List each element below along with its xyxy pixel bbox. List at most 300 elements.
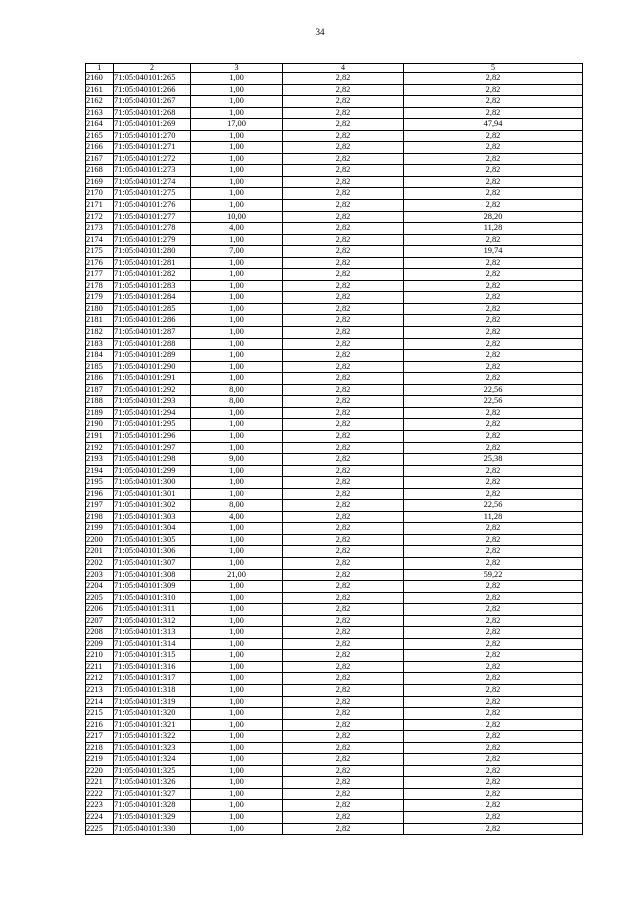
row-number-cell: 2224 — [86, 812, 114, 824]
cadastral-number-cell: 71:05:040101:294 — [114, 407, 191, 419]
quantity-cell: 1,00 — [191, 257, 283, 269]
quantity-cell: 1,00 — [191, 742, 283, 754]
row-number-cell: 2180 — [86, 303, 114, 315]
table-row — [86, 246, 583, 258]
table-row — [86, 384, 583, 396]
row-number-cell: 2223 — [86, 800, 114, 812]
cadastral-table — [85, 63, 583, 835]
column-header-5: 5 — [404, 64, 583, 73]
table-row — [86, 615, 583, 627]
total-cell: 2,82 — [404, 107, 583, 119]
rate-cell: 2,82 — [283, 684, 404, 696]
cadastral-number-cell: 71:05:040101:285 — [114, 303, 191, 315]
rate-cell: 2,82 — [283, 280, 404, 292]
rate-cell: 2,82 — [283, 765, 404, 777]
cadastral-number-cell: 71:05:040101:317 — [114, 673, 191, 685]
quantity-cell: 1,00 — [191, 73, 283, 85]
table-row — [86, 130, 583, 142]
total-cell: 2,82 — [404, 627, 583, 639]
cadastral-number-cell: 71:05:040101:269 — [114, 119, 191, 131]
cadastral-number-cell: 71:05:040101:286 — [114, 315, 191, 327]
row-number-cell: 2217 — [86, 731, 114, 743]
total-cell: 2,82 — [404, 673, 583, 685]
total-cell: 22,56 — [404, 396, 583, 408]
row-number-cell: 2225 — [86, 823, 114, 835]
table-row — [86, 269, 583, 281]
quantity-cell: 4,00 — [191, 223, 283, 235]
rate-cell: 2,82 — [283, 257, 404, 269]
cadastral-number-cell: 71:05:040101:314 — [114, 638, 191, 650]
total-cell: 2,82 — [404, 604, 583, 616]
quantity-cell: 1,00 — [191, 534, 283, 546]
quantity-cell: 1,00 — [191, 673, 283, 685]
total-cell: 2,82 — [404, 176, 583, 188]
table-row — [86, 396, 583, 408]
total-cell: 47,94 — [404, 119, 583, 131]
table-row — [86, 373, 583, 385]
cadastral-number-cell: 71:05:040101:265 — [114, 73, 191, 85]
rate-cell: 2,82 — [283, 742, 404, 754]
row-number-cell: 2190 — [86, 419, 114, 431]
row-number-cell: 2163 — [86, 107, 114, 119]
rate-cell: 2,82 — [283, 130, 404, 142]
total-cell: 2,82 — [404, 200, 583, 212]
column-header-1: 1 — [86, 64, 114, 73]
total-cell: 2,82 — [404, 534, 583, 546]
rate-cell: 2,82 — [283, 338, 404, 350]
total-cell: 2,82 — [404, 303, 583, 315]
row-number-cell: 2221 — [86, 777, 114, 789]
quantity-cell: 1,00 — [191, 373, 283, 385]
row-number-cell: 2216 — [86, 719, 114, 731]
total-cell: 2,82 — [404, 142, 583, 154]
row-number-cell: 2184 — [86, 350, 114, 362]
row-number-cell: 2220 — [86, 765, 114, 777]
table-row — [86, 73, 583, 85]
rate-cell: 2,82 — [283, 361, 404, 373]
table-row — [86, 223, 583, 235]
cadastral-number-cell: 71:05:040101:306 — [114, 546, 191, 558]
total-cell: 2,82 — [404, 257, 583, 269]
rate-cell: 2,82 — [283, 396, 404, 408]
table-row — [86, 742, 583, 754]
quantity-cell: 1,00 — [191, 350, 283, 362]
cadastral-number-cell: 71:05:040101:277 — [114, 211, 191, 223]
rate-cell: 2,82 — [283, 788, 404, 800]
total-cell: 2,82 — [404, 708, 583, 720]
rate-cell: 2,82 — [283, 731, 404, 743]
table-row — [86, 719, 583, 731]
quantity-cell: 1,00 — [191, 719, 283, 731]
cadastral-number-cell: 71:05:040101:315 — [114, 650, 191, 662]
row-number-cell: 2203 — [86, 569, 114, 581]
table-row — [86, 84, 583, 96]
quantity-cell: 1,00 — [191, 684, 283, 696]
cadastral-number-cell: 71:05:040101:329 — [114, 812, 191, 824]
quantity-cell: 1,00 — [191, 477, 283, 489]
total-cell: 2,82 — [404, 338, 583, 350]
quantity-cell: 1,00 — [191, 165, 283, 177]
total-cell: 11,28 — [404, 511, 583, 523]
rate-cell: 2,82 — [283, 430, 404, 442]
cadastral-number-cell: 71:05:040101:301 — [114, 488, 191, 500]
cadastral-number-cell: 71:05:040101:323 — [114, 742, 191, 754]
row-number-cell: 2218 — [86, 742, 114, 754]
row-number-cell: 2198 — [86, 511, 114, 523]
table-row — [86, 257, 583, 269]
rate-cell: 2,82 — [283, 442, 404, 454]
row-number-cell: 2197 — [86, 500, 114, 512]
table-row — [86, 315, 583, 327]
quantity-cell: 8,00 — [191, 500, 283, 512]
quantity-cell: 1,00 — [191, 200, 283, 212]
row-number-cell: 2174 — [86, 234, 114, 246]
row-number-cell: 2199 — [86, 523, 114, 535]
rate-cell: 2,82 — [283, 303, 404, 315]
column-header-4: 4 — [283, 64, 404, 73]
total-cell: 2,82 — [404, 315, 583, 327]
cadastral-number-cell: 71:05:040101:279 — [114, 234, 191, 246]
rate-cell: 2,82 — [283, 500, 404, 512]
rate-cell: 2,82 — [283, 708, 404, 720]
table-row — [86, 350, 583, 362]
row-number-cell: 2176 — [86, 257, 114, 269]
table-row — [86, 280, 583, 292]
table-row — [86, 754, 583, 766]
total-cell: 2,82 — [404, 477, 583, 489]
quantity-cell: 1,00 — [191, 234, 283, 246]
cadastral-number-cell: 71:05:040101:326 — [114, 777, 191, 789]
quantity-cell: 9,00 — [191, 454, 283, 466]
cadastral-number-cell: 71:05:040101:328 — [114, 800, 191, 812]
cadastral-number-cell: 71:05:040101:278 — [114, 223, 191, 235]
total-cell: 2,82 — [404, 419, 583, 431]
quantity-cell: 1,00 — [191, 280, 283, 292]
table-row — [86, 477, 583, 489]
total-cell: 22,56 — [404, 384, 583, 396]
row-number-cell: 2183 — [86, 338, 114, 350]
table-row — [86, 234, 583, 246]
rate-cell: 2,82 — [283, 546, 404, 558]
row-number-cell: 2181 — [86, 315, 114, 327]
quantity-cell: 1,00 — [191, 823, 283, 835]
row-number-cell: 2209 — [86, 638, 114, 650]
total-cell: 2,82 — [404, 800, 583, 812]
quantity-cell: 8,00 — [191, 396, 283, 408]
total-cell: 2,82 — [404, 742, 583, 754]
quantity-cell: 1,00 — [191, 407, 283, 419]
table-row — [86, 211, 583, 223]
rate-cell: 2,82 — [283, 581, 404, 593]
total-cell: 2,82 — [404, 719, 583, 731]
table-row — [86, 176, 583, 188]
table-row — [86, 661, 583, 673]
cadastral-number-cell: 71:05:040101:319 — [114, 696, 191, 708]
table-row — [86, 338, 583, 350]
quantity-cell: 8,00 — [191, 384, 283, 396]
rate-cell: 2,82 — [283, 812, 404, 824]
table-row — [86, 604, 583, 616]
table-row — [86, 673, 583, 685]
quantity-cell: 1,00 — [191, 315, 283, 327]
quantity-cell: 1,00 — [191, 638, 283, 650]
row-number-cell: 2214 — [86, 696, 114, 708]
cadastral-number-cell: 71:05:040101:310 — [114, 592, 191, 604]
rate-cell: 2,82 — [283, 557, 404, 569]
total-cell: 11,28 — [404, 223, 583, 235]
table-row — [86, 107, 583, 119]
table-row — [86, 465, 583, 477]
total-cell: 2,82 — [404, 361, 583, 373]
rate-cell: 2,82 — [283, 419, 404, 431]
total-cell: 2,82 — [404, 777, 583, 789]
cadastral-number-cell: 71:05:040101:280 — [114, 246, 191, 258]
total-cell: 2,82 — [404, 84, 583, 96]
cadastral-number-cell: 71:05:040101:282 — [114, 269, 191, 281]
quantity-cell: 1,00 — [191, 581, 283, 593]
row-number-cell: 2204 — [86, 581, 114, 593]
quantity-cell: 1,00 — [191, 303, 283, 315]
cadastral-number-cell: 71:05:040101:276 — [114, 200, 191, 212]
row-number-cell: 2161 — [86, 84, 114, 96]
quantity-cell: 17,00 — [191, 119, 283, 131]
cadastral-number-cell: 71:05:040101:267 — [114, 96, 191, 108]
row-number-cell: 2170 — [86, 188, 114, 200]
row-number-cell: 2187 — [86, 384, 114, 396]
quantity-cell: 1,00 — [191, 107, 283, 119]
table-row — [86, 800, 583, 812]
quantity-cell: 1,00 — [191, 84, 283, 96]
row-number-cell: 2222 — [86, 788, 114, 800]
cadastral-number-cell: 71:05:040101:298 — [114, 454, 191, 466]
total-cell: 2,82 — [404, 661, 583, 673]
row-number-cell: 2201 — [86, 546, 114, 558]
cadastral-number-cell: 71:05:040101:304 — [114, 523, 191, 535]
table-row — [86, 454, 583, 466]
rate-cell: 2,82 — [283, 407, 404, 419]
quantity-cell: 1,00 — [191, 800, 283, 812]
total-cell: 2,82 — [404, 823, 583, 835]
table-body — [86, 73, 583, 835]
cadastral-number-cell: 71:05:040101:312 — [114, 615, 191, 627]
table-row — [86, 188, 583, 200]
table-row — [86, 546, 583, 558]
column-header-2: 2 — [114, 64, 191, 73]
rate-cell: 2,82 — [283, 373, 404, 385]
quantity-cell: 1,00 — [191, 627, 283, 639]
cadastral-number-cell: 71:05:040101:295 — [114, 419, 191, 431]
row-number-cell: 2202 — [86, 557, 114, 569]
table-row — [86, 788, 583, 800]
table-row — [86, 812, 583, 824]
rate-cell: 2,82 — [283, 615, 404, 627]
total-cell: 2,82 — [404, 812, 583, 824]
quantity-cell: 1,00 — [191, 442, 283, 454]
rate-cell: 2,82 — [283, 384, 404, 396]
total-cell: 2,82 — [404, 280, 583, 292]
table-row — [86, 823, 583, 835]
cadastral-number-cell: 71:05:040101:307 — [114, 557, 191, 569]
cadastral-number-cell: 71:05:040101:321 — [114, 719, 191, 731]
total-cell: 2,82 — [404, 373, 583, 385]
rate-cell: 2,82 — [283, 627, 404, 639]
quantity-cell: 1,00 — [191, 96, 283, 108]
rate-cell: 2,82 — [283, 269, 404, 281]
rate-cell: 2,82 — [283, 200, 404, 212]
rate-cell: 2,82 — [283, 604, 404, 616]
rate-cell: 2,82 — [283, 211, 404, 223]
rate-cell: 2,82 — [283, 292, 404, 304]
rate-cell: 2,82 — [283, 119, 404, 131]
row-number-cell: 2164 — [86, 119, 114, 131]
row-number-cell: 2179 — [86, 292, 114, 304]
table-header — [86, 64, 583, 73]
table-row — [86, 708, 583, 720]
table-row — [86, 696, 583, 708]
total-cell: 2,82 — [404, 430, 583, 442]
cadastral-number-cell: 71:05:040101:287 — [114, 327, 191, 339]
cadastral-number-cell: 71:05:040101:288 — [114, 338, 191, 350]
quantity-cell: 1,00 — [191, 788, 283, 800]
row-number-cell: 2186 — [86, 373, 114, 385]
cadastral-number-cell: 71:05:040101:292 — [114, 384, 191, 396]
total-cell: 2,82 — [404, 557, 583, 569]
row-number-cell: 2193 — [86, 454, 114, 466]
row-number-cell: 2189 — [86, 407, 114, 419]
quantity-cell: 1,00 — [191, 592, 283, 604]
quantity-cell: 1,00 — [191, 292, 283, 304]
total-cell: 2,82 — [404, 684, 583, 696]
cadastral-number-cell: 71:05:040101:291 — [114, 373, 191, 385]
cadastral-number-cell: 71:05:040101:296 — [114, 430, 191, 442]
row-number-cell: 2167 — [86, 153, 114, 165]
row-number-cell: 2195 — [86, 477, 114, 489]
row-number-cell: 2192 — [86, 442, 114, 454]
cadastral-number-cell: 71:05:040101:273 — [114, 165, 191, 177]
cadastral-number-cell: 71:05:040101:316 — [114, 661, 191, 673]
cadastral-number-cell: 71:05:040101:283 — [114, 280, 191, 292]
quantity-cell: 1,00 — [191, 765, 283, 777]
cadastral-number-cell: 71:05:040101:302 — [114, 500, 191, 512]
row-number-cell: 2178 — [86, 280, 114, 292]
rate-cell: 2,82 — [283, 661, 404, 673]
row-number-cell: 2162 — [86, 96, 114, 108]
total-cell: 2,82 — [404, 269, 583, 281]
row-number-cell: 2205 — [86, 592, 114, 604]
rate-cell: 2,82 — [283, 315, 404, 327]
total-cell: 2,82 — [404, 188, 583, 200]
total-cell: 2,82 — [404, 465, 583, 477]
table-row — [86, 765, 583, 777]
cadastral-number-cell: 71:05:040101:309 — [114, 581, 191, 593]
table-row — [86, 638, 583, 650]
row-number-cell: 2196 — [86, 488, 114, 500]
table-row — [86, 142, 583, 154]
row-number-cell: 2165 — [86, 130, 114, 142]
row-number-cell: 2166 — [86, 142, 114, 154]
table-row — [86, 327, 583, 339]
total-cell: 2,82 — [404, 153, 583, 165]
table-row — [86, 488, 583, 500]
row-number-cell: 2173 — [86, 223, 114, 235]
column-header-3: 3 — [191, 64, 283, 73]
total-cell: 2,82 — [404, 754, 583, 766]
rate-cell: 2,82 — [283, 488, 404, 500]
row-number-cell: 2215 — [86, 708, 114, 720]
total-cell: 2,82 — [404, 488, 583, 500]
rate-cell: 2,82 — [283, 142, 404, 154]
row-number-cell: 2213 — [86, 684, 114, 696]
rate-cell: 2,82 — [283, 234, 404, 246]
table-row — [86, 684, 583, 696]
total-cell: 25,38 — [404, 454, 583, 466]
rate-cell: 2,82 — [283, 350, 404, 362]
quantity-cell: 1,00 — [191, 338, 283, 350]
row-number-cell: 2211 — [86, 661, 114, 673]
cadastral-number-cell: 71:05:040101:297 — [114, 442, 191, 454]
cadastral-number-cell: 71:05:040101:330 — [114, 823, 191, 835]
total-cell: 2,82 — [404, 650, 583, 662]
rate-cell: 2,82 — [283, 696, 404, 708]
cadastral-number-cell: 71:05:040101:308 — [114, 569, 191, 581]
quantity-cell: 1,00 — [191, 361, 283, 373]
table-row — [86, 777, 583, 789]
table-row — [86, 650, 583, 662]
total-cell: 2,82 — [404, 96, 583, 108]
rate-cell: 2,82 — [283, 800, 404, 812]
quantity-cell: 1,00 — [191, 708, 283, 720]
rate-cell: 2,82 — [283, 511, 404, 523]
total-cell: 2,82 — [404, 442, 583, 454]
cadastral-number-cell: 71:05:040101:268 — [114, 107, 191, 119]
row-number-cell: 2160 — [86, 73, 114, 85]
cadastral-number-cell: 71:05:040101:300 — [114, 477, 191, 489]
row-number-cell: 2175 — [86, 246, 114, 258]
cadastral-number-cell: 71:05:040101:305 — [114, 534, 191, 546]
row-number-cell: 2185 — [86, 361, 114, 373]
quantity-cell: 1,00 — [191, 419, 283, 431]
total-cell: 2,82 — [404, 581, 583, 593]
row-number-cell: 2206 — [86, 604, 114, 616]
quantity-cell: 1,00 — [191, 546, 283, 558]
rate-cell: 2,82 — [283, 84, 404, 96]
row-number-cell: 2207 — [86, 615, 114, 627]
rate-cell: 2,82 — [283, 823, 404, 835]
row-number-cell: 2219 — [86, 754, 114, 766]
quantity-cell: 1,00 — [191, 465, 283, 477]
table-row — [86, 511, 583, 523]
quantity-cell: 1,00 — [191, 142, 283, 154]
rate-cell: 2,82 — [283, 327, 404, 339]
cadastral-number-cell: 71:05:040101:322 — [114, 731, 191, 743]
quantity-cell: 1,00 — [191, 327, 283, 339]
total-cell: 28,20 — [404, 211, 583, 223]
row-number-cell: 2177 — [86, 269, 114, 281]
table-row — [86, 569, 583, 581]
table-row — [86, 119, 583, 131]
table-row — [86, 627, 583, 639]
total-cell: 2,82 — [404, 165, 583, 177]
quantity-cell: 10,00 — [191, 211, 283, 223]
quantity-cell: 1,00 — [191, 661, 283, 673]
quantity-cell: 1,00 — [191, 523, 283, 535]
cadastral-number-cell: 71:05:040101:320 — [114, 708, 191, 720]
table-row — [86, 419, 583, 431]
table-row — [86, 153, 583, 165]
rate-cell: 2,82 — [283, 477, 404, 489]
quantity-cell: 1,00 — [191, 696, 283, 708]
cadastral-number-cell: 71:05:040101:293 — [114, 396, 191, 408]
